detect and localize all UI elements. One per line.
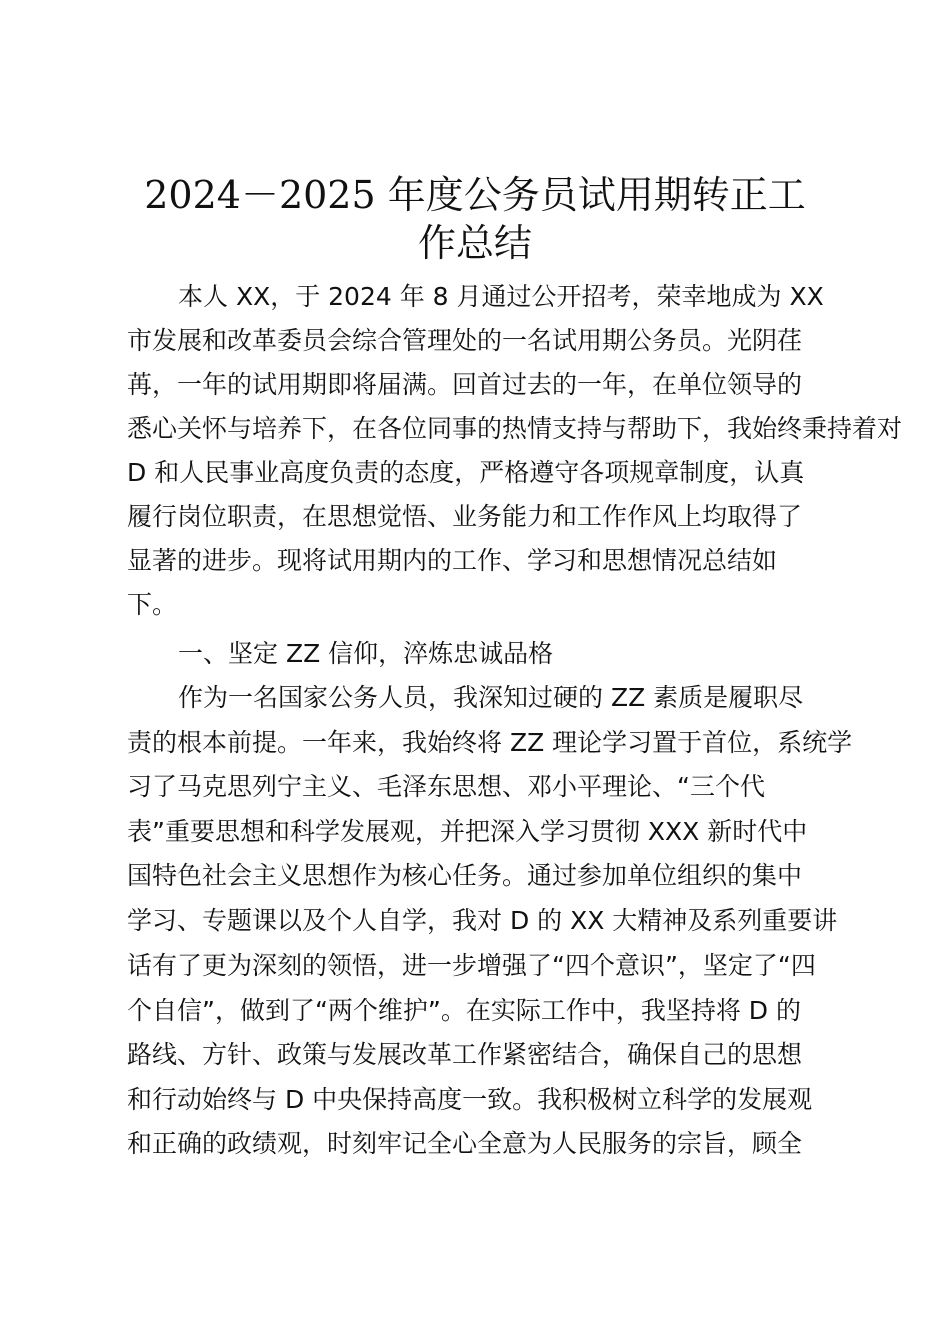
paragraph-line: 本人 XX，于 2024 年 8 月通过公开招考，荣幸地成为 XX [178, 282, 824, 311]
paragraph-line: 国特色社会主义思想作为核心任务。通过参加单位组织的集中 [127, 861, 803, 890]
section-heading: 一、坚定 ZZ 信仰，淬炼忠诚品格 [178, 639, 554, 668]
paragraph-line: 和正确的政绩观，时刻牢记全心全意为人民服务的宗旨，顾全 [127, 1129, 803, 1158]
paragraph-line: 悉心关怀与培养下，在各位同事的热情支持与帮助下，我始终秉持着对 [127, 414, 903, 443]
paragraph-line: 习了马克思列宁主义、毛泽东思想、邓小平理论、“三个代 [127, 772, 765, 801]
paragraph-line: 和行动始终与 D 中央保持高度一致。我积极树立科学的发展观 [127, 1085, 813, 1114]
paragraph-line: 显著的进步。现将试用期内的工作、学习和思想情况总结如 [127, 546, 778, 575]
document-title-line-2: 作总结 [417, 221, 532, 265]
paragraph-line: 下。 [127, 590, 178, 619]
paragraph-line: 市发展和改革委员会综合管理处的一名试用期公务员。光阴荏 [127, 326, 803, 355]
paragraph-line: D 和人民事业高度负责的态度，严格遵守各项规章制度，认真 [127, 458, 805, 487]
paragraph-line: 作为一名国家公务人员，我深知过硬的 ZZ 素质是履职尽 [178, 683, 804, 712]
paragraph-line: 责的根本前提。一年来，我始终将 ZZ 理论学习置于首位，系统学 [127, 728, 853, 757]
paragraph-line: 个自信”，做到了“两个维护”。在实际工作中，我坚持将 D 的 [127, 996, 802, 1025]
paragraph-line: 路线、方针、政策与发展改革工作紧密结合，确保自己的思想 [127, 1040, 803, 1069]
paragraph-line: 履行岗位职责，在思想觉悟、业务能力和工作作风上均取得了 [127, 502, 803, 531]
document-title-line-1: 2024－2025 年度公务员试用期转正工 [144, 173, 806, 217]
paragraph-line: 话有了更为深刻的领悟，进一步增强了“四个意识”，坚定了“四 [127, 951, 816, 980]
paragraph-line: 表”重要思想和科学发展观，并把深入学习贯彻 XXX 新时代中 [127, 817, 808, 846]
paragraph-line: 苒，一年的试用期即将届满。回首过去的一年，在单位领导的 [127, 370, 803, 399]
paragraph-line: 学习、专题课以及个人自学，我对 D 的 XX 大精神及系列重要讲 [127, 906, 838, 935]
